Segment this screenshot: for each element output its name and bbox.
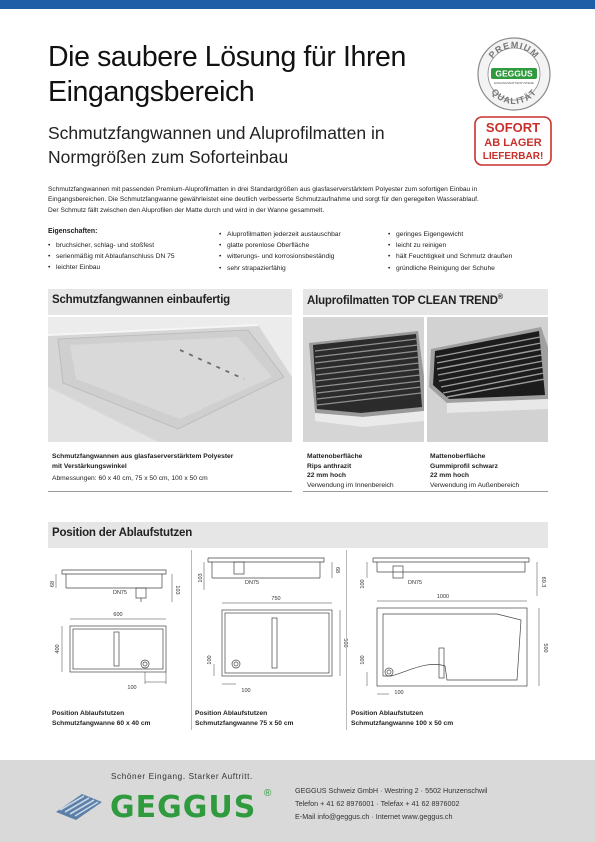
intro-line-2: Eingangsbereichen. Die Schmutzfangwanne gewährleistet eine deutlich verbesserte Schmutzaufnahme und sorgt für den geregelten Wasserablauf.	[48, 196, 479, 204]
drawing-divider	[191, 550, 192, 730]
drawing-2-dn: DN75	[244, 580, 260, 586]
premium-quality-badge	[476, 36, 552, 112]
position-caption-2	[195, 709, 294, 728]
address-line-2: Telefon + 41 62 8976001 · Telefax + 41 62 8976002	[295, 799, 460, 808]
mat2-use: Verwendung im Außenbereich	[430, 481, 520, 489]
drawing-2-h-left: 103	[198, 573, 204, 583]
address-line-1: GEGGUS Schweiz GmbH · Westring 2 · 5502 Hunzenschwil	[295, 786, 488, 795]
intro-line-1: Schmutzfangwannen mit passenden Premium-Aluprofilmatten in drei Standardgrößen aus glasfaserverstärktem Polyester zum sofortigen Einbau in	[48, 186, 478, 193]
property-item: • leichter Einbau	[48, 262, 175, 273]
mat-photo-rips-anthrazit	[303, 317, 424, 442]
drawing-2-offset: 100	[241, 688, 251, 694]
drawing-1-width: 600	[113, 612, 123, 618]
badge-brand-text: GEGGUS	[495, 68, 533, 79]
section-head-mats	[303, 289, 548, 315]
drawing-1-h-right: 103	[174, 585, 180, 595]
property-item: • Aluprofilmatten jederzeit austauschbar	[219, 229, 341, 240]
sofort-ab-lager-badge	[474, 116, 552, 166]
drawing-2-offset-v: 100	[207, 655, 213, 665]
section-head-trays	[48, 289, 292, 315]
section-title-trays: Schmutzfangwannen einbaufertig	[52, 294, 231, 306]
footer-slogan: Schöner Eingang. Starker Auftritt.	[111, 772, 253, 781]
caption-divider	[48, 491, 292, 492]
top-accent-bar	[0, 0, 595, 9]
drawing-tray-75x50	[194, 548, 346, 706]
position-caption-line: Schmutzfangwanne 60 x 40 cm	[52, 719, 151, 727]
position-caption-line: Position Ablaufstutzen	[195, 710, 268, 717]
sofort-line-2: AB LAGER	[484, 137, 542, 149]
caption-divider	[303, 491, 548, 492]
drawing-tray-100x50	[347, 548, 548, 706]
properties-column-1	[48, 240, 175, 274]
page-subtitle	[48, 121, 428, 169]
title-line-2: Eingangsbereich	[48, 76, 255, 108]
drawing-3-offset-v: 100	[360, 655, 366, 665]
position-caption-3	[351, 709, 453, 728]
position-caption-line: Schmutzfangwanne 100 x 50 cm	[351, 719, 454, 727]
page-title	[48, 40, 428, 110]
property-item: • bruchsicher, schlag- und stoßfest	[48, 240, 175, 251]
drawing-3-h-left: 100	[360, 579, 366, 589]
section-head-drain	[48, 522, 548, 548]
property-item: • serienmäßig mit Ablaufanschluss DN 75	[48, 251, 175, 262]
footer-address	[295, 784, 487, 823]
drawing-3-width: 1000	[436, 594, 450, 600]
tray-caption	[52, 452, 292, 484]
badge-bottom-text: QUALITÄT	[489, 86, 539, 107]
properties-title: Eigenschaften:	[48, 228, 98, 235]
subtitle-line-1: Schmutzfangwannen und Aluprofilmatten in	[48, 123, 385, 143]
section-title-drain: Position der Ablaufstutzen	[52, 527, 193, 539]
tray-photo	[48, 317, 292, 442]
position-caption-line: Position Ablaufstutzen	[351, 710, 424, 717]
drawing-1-dn: DN75	[112, 590, 128, 596]
property-item: • leicht zu reinigen	[388, 240, 512, 251]
tray-dimensions: Abmessungen: 60 x 40 cm, 75 x 50 cm, 100 x 50 cm	[52, 475, 208, 483]
position-caption-line: Schmutzfangwanne 75 x 50 cm	[195, 719, 294, 727]
address-line-3: E-Mail info@geggus.ch · Internet www.geggus.ch	[295, 812, 453, 821]
tray-caption-bold-1: Schmutzfangwannen aus glasfaserverstärktem Polyester	[52, 453, 234, 460]
drawing-tray-60x40	[48, 548, 191, 706]
position-caption-line: Position Ablaufstutzen	[52, 710, 125, 717]
drawing-2-depth: 500	[342, 638, 348, 648]
intro-text	[48, 185, 553, 216]
drawing-2-width: 750	[271, 596, 281, 602]
property-item: • geringes Eigengewicht	[388, 229, 512, 240]
property-item: • witterungs- und korrosionsbeständig	[219, 251, 341, 262]
title-line-1: Die saubere Lösung für Ihren	[48, 41, 406, 73]
position-caption-1	[52, 709, 151, 728]
drawing-2-h-right: 68	[334, 566, 340, 574]
geggus-mat-icon	[52, 786, 104, 826]
properties-column-2	[219, 229, 341, 274]
section-title-mats: Aluprofilmatten TOP CLEAN TREND®	[307, 294, 503, 307]
footer	[0, 760, 595, 842]
mat1-caption-line: Rips anthrazit	[307, 462, 352, 470]
logo-registered-mark: ®	[264, 788, 272, 799]
mat2-caption-line: Mattenoberfläche	[430, 453, 486, 460]
logo-text: GEGGUS	[110, 790, 257, 825]
sofort-line-1: SOFORT	[485, 120, 541, 135]
mat-photo-gummiprofil-schwarz	[427, 317, 548, 442]
drawing-3-offset: 100	[394, 690, 404, 696]
mat1-use: Verwendung im Innenbereich	[307, 481, 394, 489]
intro-line-3: Der Schmutz fällt zwischen den Aluprofilen der Matte durch und wird in der Wanne gesammelt.	[48, 206, 325, 214]
drawing-3-dn: DN75	[407, 580, 423, 586]
drawing-1-depth: 400	[55, 644, 61, 654]
property-item: • glatte porenlose Oberfläche	[219, 240, 341, 251]
mat1-caption-line: 22 mm hoch	[307, 472, 347, 480]
geggus-logo	[52, 784, 282, 828]
tray-caption-bold-2: mit Verstärkungswinkel	[52, 462, 127, 470]
badge-top-text: PREMIUM	[486, 39, 542, 61]
drawing-1-offset: 100	[127, 685, 137, 691]
drawing-3-depth: 500	[542, 643, 548, 653]
sofort-line-3: LIEFERBAR!	[482, 151, 544, 162]
badge-small-text: EINGANGSMATTENSYSTEME	[494, 81, 534, 85]
mat2-caption	[430, 452, 548, 490]
property-item: • sehr strapazierfähig	[219, 263, 341, 274]
subtitle-line-2: Normgrößen zum Soforteinbau	[48, 147, 289, 167]
property-item: • hält Feuchtigkeit und Schmutz draußen	[388, 251, 512, 262]
drawing-3-h-right: 69.3	[540, 576, 546, 588]
mat2-caption-line: Gummiprofil schwarz	[430, 462, 499, 470]
property-item: • gründliche Reinigung der Schuhe	[388, 263, 512, 274]
mat1-caption	[307, 452, 425, 490]
drawing-1-h-left: 68	[50, 580, 56, 588]
properties-column-3	[388, 229, 512, 274]
mat2-caption-line: 22 mm hoch	[430, 472, 470, 480]
mat1-caption-line: Mattenoberfläche	[307, 453, 363, 460]
